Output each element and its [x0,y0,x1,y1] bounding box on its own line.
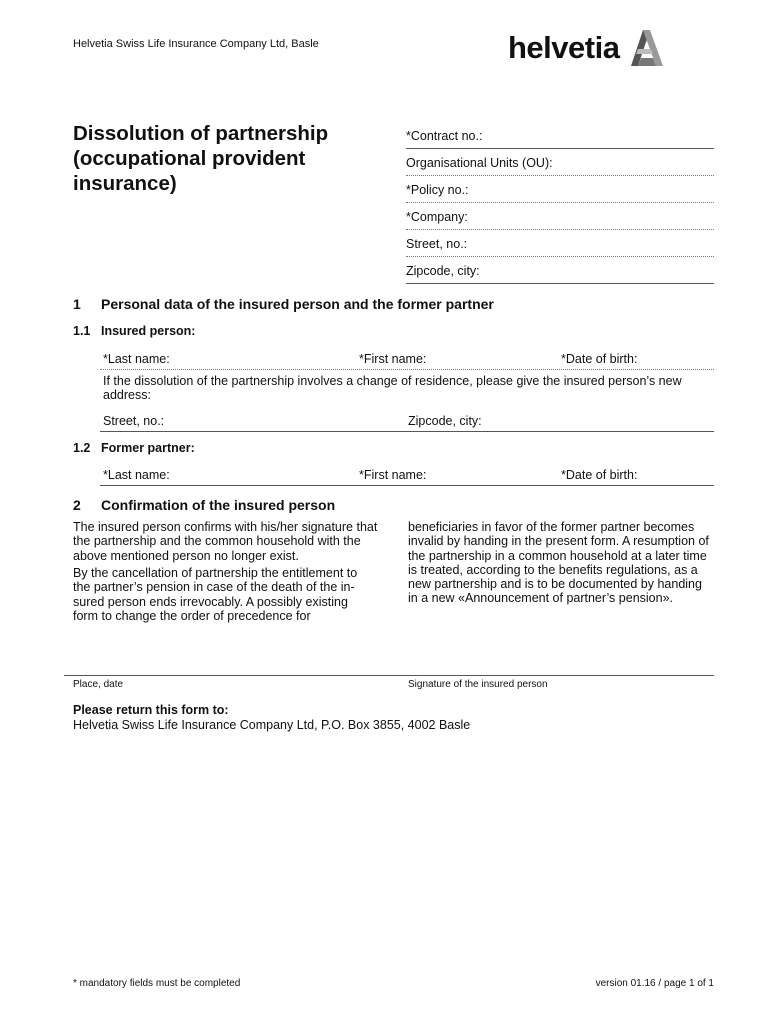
former-first-name-field[interactable]: *First name: [359,468,427,482]
section-2-number: 2 [73,497,81,513]
title-line: (occupational provident [73,147,306,170]
confirmation-paragraph-1: The insured person confirms with his/her signature that the partnership and the common household with the above mentioned person no longer exist. [73,520,378,563]
insured-address-line [100,431,714,432]
subsection-1-2-title: Former partner: [101,441,195,455]
helvetia-logo [508,26,665,70]
return-address: Helvetia Swiss Life Insurance Company Ltd, P.O. Box 3855, 4002 Basle [73,718,471,732]
mandatory-fields-note: * mandatory fields must be completed [73,978,241,989]
confirmation-paragraph-2: By the cancellation of partnership the entitlement to the partner’s pension in case of the death of the in-sured person ends irrevocably. A possibly existing form to change the order of precedence for [73,566,358,623]
form-title [73,121,373,196]
signature-label: Signature of the insured person [408,679,548,690]
signature-line [64,675,714,676]
title-line: insurance) [73,172,177,195]
confirmation-paragraph-3: beneficiaries in favor of the former partner becomes invalid by handing in the present form. A resumption of the partnership in a common household at a later time is treated, according to the benefits regulations, as a new partnership and is to be documented by handing in a new «Announcement of partner’s pension». [408,520,709,606]
subsection-1-1-number: 1.1 [73,324,91,338]
policy-no-field[interactable]: *Policy no.: [406,176,714,203]
street-no-field[interactable]: Street, no.: [406,230,714,257]
insured-street-field[interactable]: Street, no.: [103,414,165,428]
logo-mark-icon [623,28,665,68]
insured-last-name-field[interactable]: *Last name: [103,352,170,366]
section-1-number: 1 [73,296,81,312]
insured-date-of-birth-field[interactable]: *Date of birth: [561,352,638,366]
place-date-label: Place, date [73,679,124,690]
return-heading: Please return this form to: [73,703,229,717]
change-of-residence-note: If the dissolution of the partnership involves a change of residence, please give the insured person’s new address: [103,374,682,403]
company-field[interactable]: *Company: [406,203,714,230]
section-1-title: Personal data of the insured person and the former partner [101,296,494,312]
former-last-name-field[interactable]: *Last name: [103,468,170,482]
version-page-info: version 01.16 / page 1 of 1 [595,978,714,989]
organisational-units-field[interactable]: Organisational Units (OU): [406,149,714,176]
title-line: Dissolution of partnership [73,122,329,145]
former-date-of-birth-field[interactable]: *Date of birth: [561,468,638,482]
insured-name-line [100,369,714,370]
subsection-1-1-title: Insured person: [101,324,196,338]
insured-first-name-field[interactable]: *First name: [359,352,427,366]
former-partner-line [100,485,714,486]
company-name: Helvetia Swiss Life Insurance Company Ltd, Basle [73,38,319,50]
insured-zipcode-field[interactable]: Zipcode, city: [408,414,482,428]
section-2-title: Confirmation of the insured person [101,497,336,513]
zipcode-city-field[interactable]: Zipcode, city: [406,257,714,284]
subsection-1-2-number: 1.2 [73,441,91,455]
contract-no-field[interactable]: *Contract no.: [406,122,714,149]
logo-wordmark: helvetia [508,30,620,65]
